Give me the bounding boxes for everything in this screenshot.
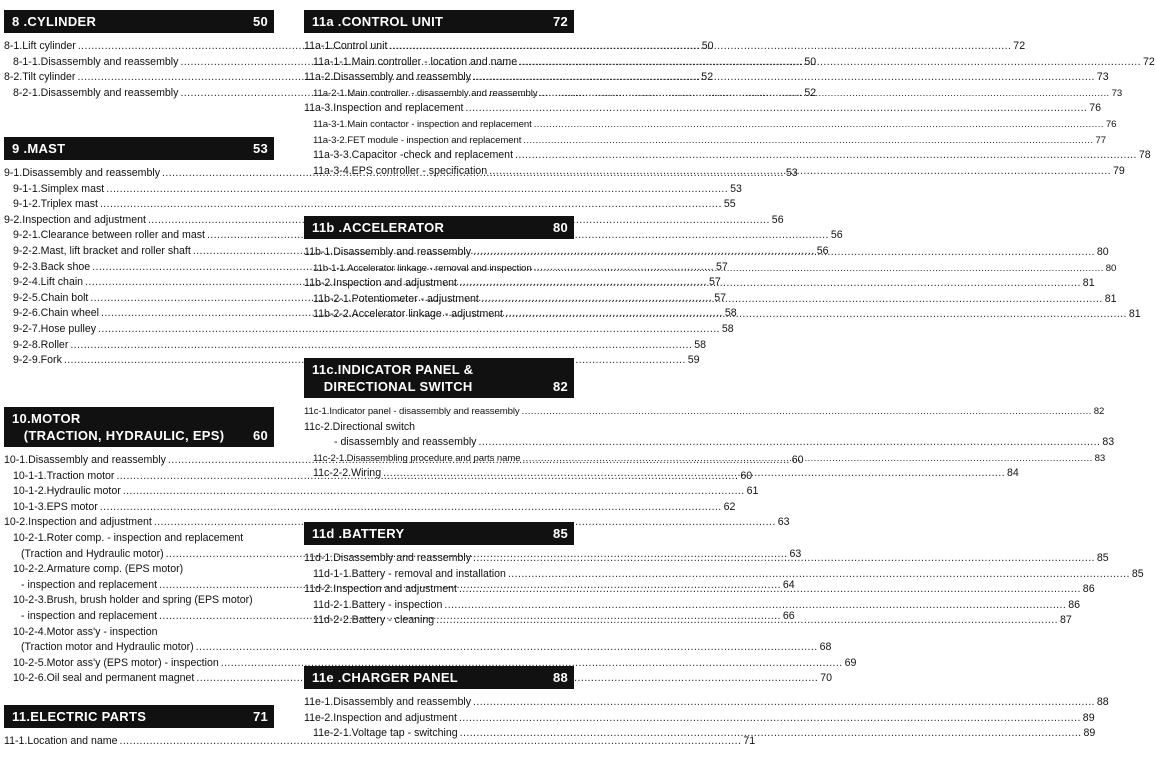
- toc-entry-page: 56: [771, 213, 784, 226]
- section-title: 11a .CONTROL UNIT: [312, 14, 444, 29]
- section-title: 9 .MAST: [12, 141, 66, 156]
- dot-leader: [459, 276, 1081, 292]
- toc-entry-page: 68: [819, 641, 832, 654]
- dot-leader: [70, 338, 692, 354]
- toc-entry-page: 66: [782, 609, 795, 622]
- toc-entry-page: 80: [1105, 262, 1117, 274]
- toc-entry-title: 10-2-4.Motor ass'y - inspection: [13, 625, 158, 638]
- toc-entry-page: 60: [740, 469, 753, 482]
- toc-entry-page: 53: [730, 182, 742, 195]
- toc-entry-page: 78: [1138, 149, 1151, 162]
- dot-leader: [522, 404, 1092, 420]
- section-page-number: 72: [552, 14, 568, 29]
- toc-entry-page: 64: [782, 578, 795, 591]
- toc-entry-title: 9-2-8.Roller: [13, 338, 69, 351]
- toc-entry-title: 10-1.Disassembly and reassembly: [4, 454, 166, 466]
- toc-entry-title: 8-1-1.Disassembly and reassembly: [13, 55, 179, 68]
- dot-leader: [505, 307, 1127, 323]
- toc-entry-page: 80: [1096, 246, 1109, 258]
- section-title: 11b .ACCELERATOR: [312, 220, 445, 235]
- toc-entry-title: 9-2-1.Clearance between roller and mast: [13, 229, 205, 242]
- toc-entry-title: 9-2-2.Mast, lift bracket and roller shaft: [13, 244, 191, 257]
- toc-entry-title: 10-1-1.Traction motor: [13, 469, 115, 482]
- toc-entry-page: 89: [1082, 711, 1095, 724]
- toc-entry-page: 57: [714, 291, 727, 304]
- dot-leader: [459, 711, 1081, 727]
- toc-entry-title: 9-2.Inspection and adjustment: [4, 213, 146, 226]
- toc-entry-page: 85: [1131, 567, 1144, 580]
- section-title: DIRECTIONAL SWITCH: [312, 379, 473, 394]
- section-page-number: 71: [252, 709, 268, 724]
- toc-entries: [4, 734, 756, 750]
- toc-entry-page: 81: [1104, 292, 1117, 305]
- dot-leader: [539, 86, 1109, 102]
- toc-entry[interactable]: [4, 640, 832, 656]
- toc-entry-title: 11b-2.Inspection and adjustment: [304, 277, 457, 290]
- toc-entry-title: 11d-1-1.Battery - removal and installation: [313, 567, 506, 580]
- toc-entry-title: 10-1-3.EPS motor: [13, 500, 98, 513]
- section-page-number: 60: [252, 428, 268, 443]
- toc-entry-page: 77: [1095, 134, 1106, 146]
- toc-entry-title: (Traction and Hydraulic motor): [21, 547, 164, 560]
- toc-entry-page: 88: [1096, 696, 1109, 708]
- toc-entry-title: 10-2-5.Motor ass'y (EPS motor) - inspection: [13, 656, 219, 669]
- toc-entry-title: 9-2-5.Chain bolt: [13, 291, 89, 304]
- toc-entry[interactable]: [4, 182, 742, 198]
- toc-entry[interactable]: [4, 593, 274, 609]
- toc-entry-title: 11c-1.Indicator panel - disassembly and reassembly: [304, 406, 520, 417]
- toc-entry-page: 89: [1083, 727, 1096, 740]
- toc-entry-page: 62: [723, 500, 736, 513]
- section-header: [304, 10, 574, 33]
- toc-entry-page: 72: [1143, 55, 1155, 68]
- dot-leader: [489, 164, 1111, 180]
- toc-entry-page: 73: [1111, 87, 1123, 99]
- toc-entry[interactable]: [4, 734, 756, 750]
- toc-entry-title: 8-1.Lift cylinder: [4, 40, 76, 52]
- toc-entry-title: 11-1.Location and name: [4, 735, 118, 747]
- toc-entry-title: 9-2-4.Lift chain: [13, 276, 84, 289]
- toc-entry-title: 11c-2-2.Wiring: [313, 467, 382, 480]
- toc-entry-page: 76: [1105, 118, 1117, 130]
- section-page-number: 82: [552, 379, 568, 394]
- toc-entry-title: 10-1-2.Hydraulic motor: [13, 485, 121, 498]
- dot-leader: [106, 182, 728, 198]
- toc-entry-title: 11a-2-1.Main controller - disassembly and reassembly: [313, 87, 538, 99]
- dot-leader: [465, 101, 1087, 117]
- toc-entry[interactable]: [304, 101, 1102, 117]
- dot-leader: [478, 435, 1100, 451]
- toc-entry[interactable]: [4, 484, 759, 500]
- toc-entry-page: 76: [1089, 102, 1102, 115]
- toc-entry[interactable]: [4, 562, 274, 578]
- dot-leader: [481, 292, 1103, 308]
- toc-entry[interactable]: [4, 531, 274, 547]
- toc-entry-title: 11e-2-1.Voltage tap - switching: [313, 727, 458, 740]
- toc-entry-page: 87: [1059, 614, 1072, 627]
- toc-entry-page: 58: [721, 322, 734, 335]
- section-header: [304, 666, 574, 689]
- toc-entry[interactable]: [304, 435, 1115, 451]
- section-page-number: 80: [552, 220, 568, 235]
- toc-entry-page: 50: [701, 40, 714, 52]
- toc-entry[interactable]: [4, 353, 700, 369]
- section-title: 11d .BATTERY: [312, 526, 405, 541]
- toc-entry-page: 83: [1094, 452, 1106, 464]
- toc-entry-page: 52: [701, 71, 714, 84]
- toc-entry-title: 10-2-2.Armature comp. (EPS motor): [13, 563, 184, 576]
- dot-leader: [473, 551, 1095, 567]
- section-page-number: 85: [552, 526, 568, 541]
- dot-leader: [100, 500, 722, 516]
- toc-entry-page: 50: [804, 55, 817, 68]
- toc-entry[interactable]: [304, 420, 574, 436]
- dot-leader: [460, 726, 1082, 742]
- toc-entry[interactable]: [4, 197, 736, 213]
- toc-entry-title: 11b-1.Disassembly and reassembly: [304, 246, 472, 258]
- section-header: [4, 705, 274, 728]
- toc-entry-page: 57: [708, 276, 721, 289]
- dot-leader: [389, 39, 1011, 55]
- dot-leader: [508, 567, 1130, 583]
- section-header: [304, 522, 574, 545]
- section-title: 8 .CYLINDER: [12, 14, 97, 29]
- toc-entry[interactable]: [4, 625, 274, 641]
- toc-entry-title: (Traction motor and Hydraulic motor): [21, 641, 194, 654]
- toc-entry-title: 11a-3.Inspection and replacement: [304, 102, 464, 115]
- toc-entry-title: 10-2.Inspection and adjustment: [4, 516, 152, 529]
- toc-entry-page: 58: [724, 307, 737, 320]
- toc-entry-page: 69: [844, 656, 857, 669]
- toc-entry-page: 81: [1082, 277, 1095, 290]
- dot-leader: [459, 582, 1081, 598]
- toc-entry-page: 52: [804, 86, 817, 99]
- toc-entry-page: 70: [820, 672, 833, 685]
- section-header: [304, 216, 574, 239]
- toc-entry[interactable]: [4, 338, 706, 354]
- toc-entry-page: 82: [1093, 406, 1105, 417]
- dot-leader: [534, 261, 1104, 277]
- toc-entry-page: 71: [743, 735, 756, 747]
- toc-entry-title: 11a-3-4.EPS controller - specification: [313, 164, 488, 177]
- toc-entry-page: 84: [1006, 467, 1019, 480]
- toc-entry[interactable]: [4, 500, 736, 516]
- toc-entry-page: 56: [830, 229, 843, 242]
- toc-entry-title: 11d-2.Inspection and adjustment: [304, 583, 457, 596]
- toc-entry-title: 11b-2-2.Accelerator linkage - adjustment: [313, 308, 503, 321]
- toc-entry-page: 53: [785, 167, 798, 179]
- dot-leader: [534, 117, 1104, 133]
- toc-entry-title: 9-1.Disassembly and reassembly: [4, 167, 161, 179]
- toc-entry-page: 58: [694, 338, 706, 351]
- toc-entry-page: 61: [746, 485, 759, 498]
- toc-entry-title: - disassembly and reassembly: [334, 436, 477, 449]
- toc-entry-title: 8-2.Tilt cylinder: [4, 71, 76, 84]
- section-title: 11e .CHARGER PANEL: [312, 670, 459, 685]
- toc-entry[interactable]: [304, 133, 1106, 149]
- section-page-number: 88: [552, 670, 568, 685]
- toc-entry-page: 57: [716, 260, 728, 273]
- toc-entry-page: 86: [1068, 598, 1081, 611]
- toc-entry[interactable]: [304, 404, 1105, 420]
- toc-entry-title: 10-2-3.Brush, brush holder and spring (EPS motor): [13, 594, 253, 607]
- dot-leader: [519, 55, 1141, 71]
- dot-leader: [444, 598, 1066, 614]
- section-title: 11c.INDICATOR PANEL &: [312, 362, 474, 377]
- toc-entry[interactable]: [4, 515, 790, 531]
- toc-entry-page: 60: [791, 454, 804, 466]
- dot-leader: [383, 466, 1005, 482]
- toc-entry-title: 9-2-9.Fork: [13, 354, 62, 367]
- dot-leader: [522, 451, 1092, 467]
- dot-leader: [100, 197, 722, 213]
- section-header: [304, 358, 574, 398]
- section-title: (TRACTION, HYDRAULIC, EPS): [12, 428, 225, 443]
- toc-entry[interactable]: [304, 598, 1081, 614]
- dot-leader: [473, 695, 1095, 711]
- toc-entry-title: 11a-3-1.Main contactor - inspection and replacement: [313, 118, 532, 130]
- toc-entry[interactable]: [304, 567, 1144, 583]
- dot-leader: [196, 640, 818, 656]
- section-page-number: 53: [252, 141, 268, 156]
- toc-entry[interactable]: [4, 228, 843, 244]
- section-header: [4, 137, 274, 160]
- toc-entry-title: 11a-2.Disassembly and reassembly: [304, 71, 472, 84]
- toc-entry-page: 59: [687, 354, 700, 367]
- toc-entry-page: 72: [1013, 40, 1026, 52]
- toc-entry-page: 79: [1112, 164, 1125, 177]
- section-header: [4, 407, 274, 447]
- dot-leader: [473, 70, 1095, 86]
- toc-entry-title: 10-2-1.Roter comp. - inspection and replacement: [13, 531, 244, 544]
- dot-leader: [523, 133, 1093, 149]
- toc-entry-title: 9-2-3.Back shoe: [13, 260, 91, 273]
- toc-entry-title: - inspection and replacement: [21, 578, 158, 591]
- toc-entry-title: - inspection and replacement: [21, 609, 158, 622]
- toc-entry-title: 11b-2-1.Potentiometer - adjustment: [313, 292, 479, 305]
- section-title: 10.MOTOR: [12, 411, 81, 426]
- toc-entry[interactable]: [4, 656, 857, 672]
- toc-entry[interactable]: [304, 148, 1151, 164]
- dot-leader: [436, 613, 1058, 629]
- toc-entry-title: 11e-2.Inspection and adjustment: [304, 711, 457, 724]
- toc-entry-title: 9-1-1.Simplex mast: [13, 182, 105, 195]
- toc-entry[interactable]: [4, 322, 734, 338]
- toc-entry[interactable]: [304, 117, 1117, 133]
- toc-entry-title: 9-2-6.Chain wheel: [13, 307, 99, 320]
- toc-entry-title: 10-2-6.Oil seal and permanent magnet: [13, 672, 195, 685]
- toc-entry-title: 9-2-7.Hose pulley: [13, 322, 97, 335]
- section-header: [4, 10, 274, 33]
- dot-leader: [123, 484, 745, 500]
- toc-entry-title: 11d-1.Disassembly and reassembly: [304, 552, 472, 564]
- toc-entry-page: 73: [1096, 71, 1109, 84]
- dot-leader: [98, 322, 720, 338]
- toc-entry-title: 11d-2-2.Battery - cleaning: [313, 614, 435, 627]
- toc-entry[interactable]: [304, 711, 1095, 727]
- toc-entry-title: 11a-1-1.Main controller - location and name: [313, 55, 518, 68]
- toc-entry-page: 63: [789, 547, 802, 560]
- toc-entry[interactable]: [304, 695, 1109, 711]
- toc-entry-title: 8-2-1.Disassembly and reassembly: [13, 86, 179, 99]
- toc-entry-title: 9-1-2.Triplex mast: [13, 198, 98, 211]
- toc-entry-page: 56: [816, 244, 829, 257]
- toc-entry-page: 81: [1128, 308, 1141, 321]
- dot-leader: [515, 148, 1137, 164]
- toc-entry-page: 86: [1082, 583, 1095, 596]
- toc-entry-page: 63: [777, 516, 790, 529]
- toc-entry-page: 83: [1102, 436, 1115, 449]
- toc-entry-title: 11a-3-2.FET module - inspection and replacement: [313, 134, 522, 146]
- toc-entry-title: 11c-2.Directional switch: [304, 420, 416, 433]
- section-title: 11.ELECTRIC PARTS: [12, 709, 147, 724]
- toc-entry-title: 11a-3-3.Capacitor -check and replacement: [313, 149, 514, 162]
- toc-entry-title: 11c-2-1.Disassembling procedure and parts name: [313, 452, 521, 464]
- toc-entry-page: 85: [1096, 552, 1109, 564]
- toc-entry-title: 11d-2-1.Battery - inspection: [313, 598, 443, 611]
- toc-entry-page: 55: [723, 198, 736, 211]
- toc-entry-title: 11a-1.Control unit: [304, 40, 388, 52]
- section-page-number: 50: [252, 14, 268, 29]
- toc-entry-title: 11b-1-1.Accelerator linkage - removal and inspection: [313, 262, 532, 274]
- dot-leader: [473, 245, 1095, 261]
- toc-entry-title: 11e-1.Disassembly and reassembly: [304, 696, 472, 708]
